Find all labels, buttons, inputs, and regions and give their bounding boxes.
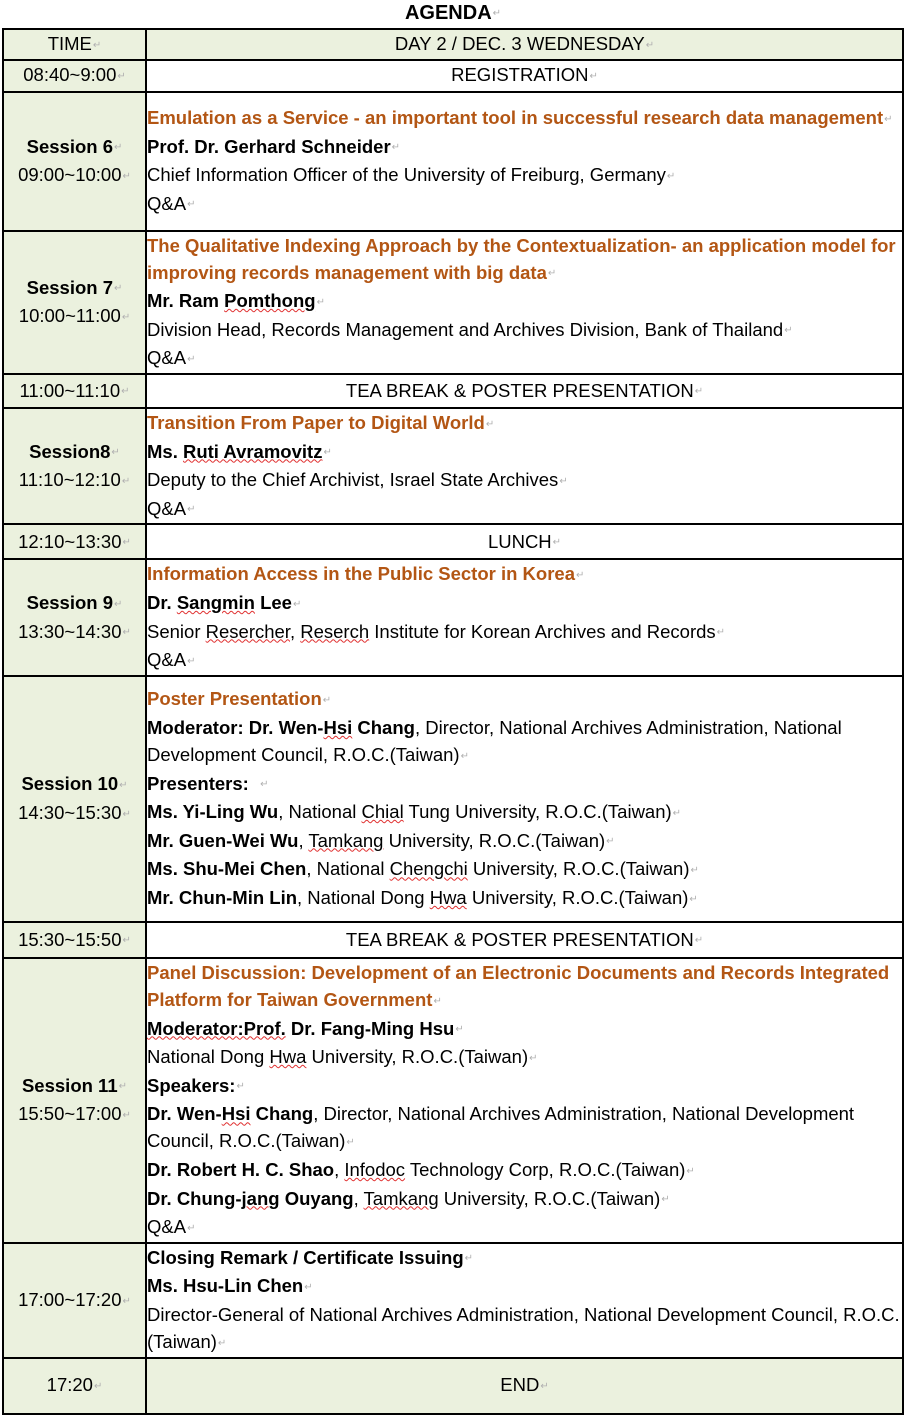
session-7-affiliation: Division Head, Records Management and Archives Division, Bank of Thailand ↵ [147,316,902,345]
session-8-speaker: Ms. Ruti Avramovitz ↵ [147,438,902,467]
session-6-affiliation: Chief Information Officer of the University of Freiburg, Germany ↵ [147,161,902,190]
session-7-time: 10:00~11:00 ↵ [4,302,145,331]
session-11-speaker-3: Dr. Chung-jang Ouyang, Tamkang University, R.O.C.(Taiwan) ↵ [147,1185,902,1214]
session-9-time-cell [3,559,146,675]
session-10-presenter-1: Ms. Yi-Ling Wu, National Chial Tung University, R.O.C.(Taiwan) ↵ [147,798,902,827]
session-8-time-cell [3,408,146,524]
session-7-time-cell [3,231,146,374]
session-9-row [3,559,903,675]
session-8-time: 11:10~12:10 ↵ [4,466,145,495]
session-10-presenter-2: Mr. Guen-Wei Wu, Tamkang University, R.O.C.(Taiwan) ↵ [147,827,902,856]
break-2-label: TEA BREAK & POSTER PRESENTATION ↵ [146,922,903,958]
closing-title: Closing Remark / Certificate Issuing ↵ [147,1244,902,1273]
session-9-affiliation: Senior Resercher, Reserch Institute for Korean Archives and Records ↵ [147,618,902,647]
session-8-row [3,408,903,524]
agenda-title: AGENDA ↵ [0,0,906,28]
session-7-content [146,231,903,374]
session-6-speaker: Prof. Dr. Gerhard Schneider ↵ [147,133,902,162]
agenda-table [2,28,904,1415]
break-1-row [3,374,903,408]
header-row [3,29,903,60]
session-11-row [3,958,903,1243]
lunch-label: LUNCH ↵ [146,524,903,559]
header-time-cell: TIME ↵ [3,29,146,60]
session-11-speakers-label: Speakers: ↵ [147,1072,902,1101]
session-11-qa: Q&A ↵ [147,1213,902,1242]
session-10-name: Session 10 ↵ [4,770,145,799]
closing-time: 17:00~17:20 ↵ [3,1243,146,1358]
session-10-presenter-4: Mr. Chun-Min Lin, National Dong Hwa University, R.O.C.(Taiwan) ↵ [147,884,902,913]
session-8-topic: Transition From Paper to Digital World ↵ [147,409,902,438]
session-11-time-cell [3,958,146,1243]
session-10-content [146,676,903,922]
session-6-topic: Emulation as a Service - an important tool in successful research data management ↵ [147,104,902,133]
session-10-topic: Poster Presentation ↵ [147,685,902,714]
session-7-name: Session 7 ↵ [4,274,145,303]
session-9-content [146,559,903,675]
lunch-row [3,524,903,559]
session-11-moderator-affiliation: National Dong Hwa University, R.O.C.(Taiwan) ↵ [147,1043,902,1072]
session-7-speaker: Mr. Ram Pomthong ↵ [147,287,902,316]
break-2-row [3,922,903,958]
session-8-name: Session8 ↵ [4,438,145,467]
session-8-content [146,408,903,524]
session-10-presenters-label: Presenters: ↵ [147,770,902,799]
session-7-topic: The Qualitative Indexing Approach by the Contextualization- an application model for improving records management with big data ↵ [147,232,902,288]
session-7-qa: Q&A ↵ [147,344,902,373]
session-9-time: 13:30~14:30 ↵ [4,618,145,647]
break-1-label: TEA BREAK & POSTER PRESENTATION ↵ [146,374,903,408]
break-2-time: 15:30~15:50 ↵ [3,922,146,958]
lunch-time: 12:10~13:30 ↵ [3,524,146,559]
session-6-time: 09:00~10:00 ↵ [4,161,145,190]
registration-time: 08:40~9:00 ↵ [3,60,146,92]
session-6-time-cell [3,92,146,231]
end-label: END ↵ [146,1358,903,1414]
end-time: 17:20 ↵ [3,1358,146,1414]
closing-speaker: Ms. Hsu-Lin Chen ↵ [147,1272,902,1301]
closing-row [3,1243,903,1358]
session-6-row [3,92,903,231]
session-7-row [3,231,903,374]
session-11-speaker-1: Dr. Wen-Hsi Chang, Director, National Archives Administration, National Development Council, R.O.C.(Taiwan) ↵ [147,1100,902,1156]
session-10-row [3,676,903,922]
session-11-topic: Panel Discussion: Development of an Electronic Documents and Records Integrated Platform for Taiwan Government ↵ [147,959,902,1015]
end-row [3,1358,903,1414]
session-6-qa: Q&A ↵ [147,190,902,219]
session-9-name: Session 9 ↵ [4,589,145,618]
session-9-qa: Q&A ↵ [147,646,902,675]
closing-affiliation: Director-General of National Archives Administration, National Development Council, R.O.C.(Taiwan) ↵ [147,1301,902,1357]
session-10-time: 14:30~15:30 ↵ [4,799,145,828]
session-6-content [146,92,903,231]
header-day-cell: DAY 2 / DEC. 3 WEDNESDAY ↵ [146,29,903,60]
session-11-name: Session 11 ↵ [4,1072,145,1101]
session-11-speaker-2: Dr. Robert H. C. Shao, Infodoc Technology Corp, R.O.C.(Taiwan) ↵ [147,1156,902,1185]
session-11-content [146,958,903,1243]
session-6-name: Session 6 ↵ [4,133,145,162]
break-1-time: 11:00~11:10 ↵ [3,374,146,408]
registration-row [3,60,903,92]
session-9-speaker: Dr. Sangmin Lee ↵ [147,589,902,618]
session-8-affiliation: Deputy to the Chief Archivist, Israel State Archives ↵ [147,466,902,495]
session-11-time: 15:50~17:00 ↵ [4,1100,145,1129]
session-10-time-cell [3,676,146,922]
session-9-topic: Information Access in the Public Sector in Korea ↵ [147,560,902,589]
closing-content [146,1243,903,1358]
session-10-presenter-3: Ms. Shu-Mei Chen, National Chengchi University, R.O.C.(Taiwan) ↵ [147,855,902,884]
session-11-moderator: Moderator:Prof. Dr. Fang-Ming Hsu ↵ [147,1015,902,1044]
registration-label: REGISTRATION ↵ [146,60,903,92]
session-10-moderator: Moderator: Dr. Wen-Hsi Chang, Director, National Archives Administration, National Development Council, R.O.C.(Taiwan) ↵ [147,714,902,770]
session-8-qa: Q&A ↵ [147,495,902,524]
